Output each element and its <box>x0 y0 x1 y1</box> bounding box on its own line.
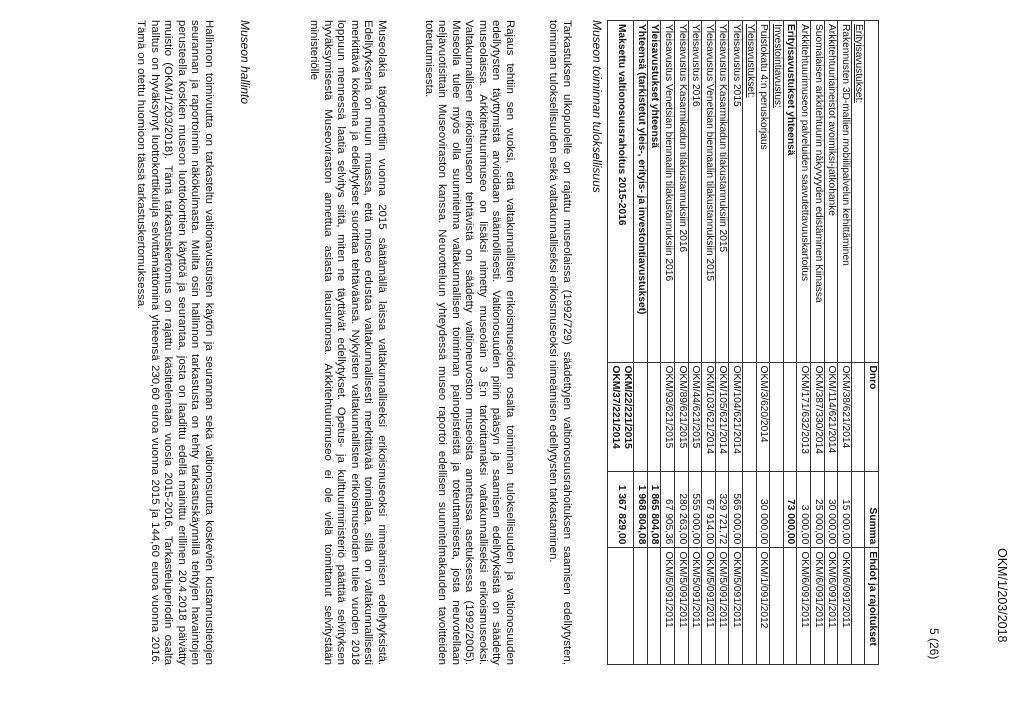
cell-summa: 67 905,36 <box>661 472 675 548</box>
cell-dnro <box>647 362 661 471</box>
table-row-grand <box>634 21 648 665</box>
cell-label: Maksettu valtionosuusrahoitus 2015-2016 <box>608 21 634 363</box>
cell-label: Yleisavustus 2016 <box>688 21 702 363</box>
table-row-subtotal <box>783 21 797 665</box>
cell-summa <box>851 472 865 548</box>
cell-label: Yleisavustus Venetsian biennaalin tilakustannuksiin 2016 <box>661 21 675 363</box>
cell-ehdot: OKM/5/091/2011 <box>715 548 729 665</box>
cell-dnro: OKM/89/621/2015 <box>675 362 689 471</box>
cell-label: Puistokatu 4:n peruskorjaus <box>756 21 770 363</box>
cell-ehdot: OKM/6/091/2011 <box>797 548 811 665</box>
cell-label: Suomalaisen arkkitehtuurin näkyvyyden edistäminen Kiinassa <box>811 21 825 363</box>
table-row-item <box>797 21 811 665</box>
cell-label: Rakennusten 3D-mallien mobiilipalvelun kehittäminen <box>838 21 852 363</box>
table-row-item <box>702 21 716 665</box>
cell-ehdot <box>783 548 797 665</box>
table-row-item <box>675 21 689 665</box>
cell-summa: 73 000,00 <box>783 472 797 548</box>
cell-dnro <box>851 362 865 471</box>
cell-ehdot: OKM/1/091/2012 <box>756 548 770 665</box>
cell-ehdot <box>770 548 784 665</box>
document-id: OKM/1/203/2018 <box>995 548 1009 643</box>
cell-ehdot: OKM/5/091/2011 <box>702 548 716 665</box>
header-cell-ehdot: Ehdot ja rajoitukset <box>865 548 879 665</box>
table-row-section <box>743 21 757 665</box>
cell-dnro: OKM/171/632/2013 <box>797 362 811 471</box>
cell-summa: 280 263,00 <box>675 472 689 548</box>
cell-dnro: OKM/103/621/2014 <box>702 362 716 471</box>
cell-label: Yleisavustus Kasarmikadun tilakustannuksiin 2016 <box>675 21 689 363</box>
table-header-row <box>865 21 879 665</box>
table-row-item <box>729 21 743 665</box>
cell-ehdot: OKM/5/091/2011 <box>675 548 689 665</box>
cell-summa: 3 000,00 <box>797 472 811 548</box>
cell-dnro: OKM/3/620/2014 <box>756 362 770 471</box>
cell-dnro <box>770 362 784 471</box>
cell-label: Yleisavustus Venetsian biennaalin tilakustannuksiin 2015 <box>702 21 716 363</box>
cell-label: Yleisavustukset yhteensä <box>647 21 661 363</box>
table-row-item <box>811 21 825 665</box>
cell-ehdot: OKM/6/091/2011 <box>811 548 825 665</box>
cell-ehdot <box>851 548 865 665</box>
cell-summa: 555 000,00 <box>688 472 702 548</box>
table-row-item <box>715 21 729 665</box>
table-row-item <box>756 21 770 665</box>
cell-ehdot <box>634 548 648 665</box>
cell-dnro: OKM/22/221/2015 OKM/37/221/2014 <box>608 362 634 471</box>
cell-dnro <box>743 362 757 471</box>
header-cell-label <box>865 21 879 363</box>
cell-dnro <box>783 362 797 471</box>
cell-ehdot <box>608 548 634 665</box>
cell-label: Arkkitehtuurimuseon palveluiden saavutettavuuskartoitus <box>797 21 811 363</box>
table-row-section <box>770 21 784 665</box>
cell-label: Yleisavustus Kasarmikadun tilakustannuksiin 2015 <box>715 21 729 363</box>
cell-summa <box>770 472 784 548</box>
cell-dnro: OKM/105/621/2014 <box>715 362 729 471</box>
cell-ehdot: OKM/5/091/2011 <box>729 548 743 665</box>
cell-ehdot: OKM/5/091/2011 <box>661 548 675 665</box>
table-row-item <box>661 21 675 665</box>
cell-dnro: OKM/104/621/2014 <box>729 362 743 471</box>
cell-summa: 1 367 829,00 <box>608 472 634 548</box>
cell-summa: 329 721,72 <box>715 472 729 548</box>
cell-label: Investointiavustus: <box>770 21 784 363</box>
cell-label: Erityisavustukset: <box>851 21 865 363</box>
grants-table-body <box>608 21 865 665</box>
paragraph-toiminnan-1: Tarkastuksen ulkopuolelle on rajattu museolaissa (1992/729) säädettyjen valtionosuusrahoituksen saamisen edellytysten, toiminnan tuloksellisuuden sekä valtakunnalliseksi erikoismuseoksi nimeämisen edellytysten tarkastaminen. <box>547 20 573 665</box>
section-heading-toiminnan: Museon toiminnan tuloksellisuus <box>590 20 604 193</box>
cell-dnro <box>634 362 648 471</box>
paragraph-hallinto-1: Hallinnon toimivuutta on tarkasteltu valtionavustusten käytön ja seurannan sekä valtionosuutta koskevien kustannustietojen seurannan ja raportoinnin näkökulmasta. Muilta osin hallinnon tarkastusta on tehty tarkastuskäynnillä tehtyjen havaintojen perusteella koskien museon luottokorttien käyttöä ja seurantaa, josta on laadittu edellä mainittu erillinen 20.4.2018 päivätty muistio (OKM/1/203/2018). Tämä tarkastuskertomus on rajattu käsittelemään vuosia 2015-2016. Tarkasteluperiodin osalta halltus on hyväksynyt luottokorttikuluja selvittämättöminä yhteensä 230,60 euroa vuonna 2015 ja 144,60 euroa vuonna 2016. Tämä on otettu huomioon tässä tarkastuskertomuksessa. <box>135 20 215 665</box>
table-row-item <box>824 21 838 665</box>
cell-label: Yleisavustus 2015 <box>729 21 743 363</box>
paragraph-toiminnan-2: Rajaus tehtiin sen vuoksi, että valtakunnallisten erikoismuseoiden osalta toiminnan tuloksellisuuden ja valtionosuuden edellytysten täyttymistä arvioidaan säännöllisesti. Valtionosuuden piirin pääsyn ja saamisen edellytyksistä on säädetty museolaissa. Arkkitehtuurimuseo on lisäksi nimetty museolain 3 §:n tarkoittamaksi valtakunnalliseksi erikoismuseoksi. Valtakunnallisen erikoismuseon tehtävistä on säädetty valtioneuvoston museoista annetussa asetuksessa (1992/2005). Museolla tulee myös olla suunnitelma valtakunnallisen toiminnan painopisteistä ja toteuttamisesta, josta neuvotellaan neljävuotisittain Museoviraston kanssa. Neuvotteluun yhteydessä museo raportoi edellisen suunnitelmakauden tavoitteiden toteutumisesta. <box>423 20 516 665</box>
cell-label: Yhteensä (tarkistetut yleis-, erityis- ja investointiavustukset) <box>634 21 648 363</box>
table-row-total <box>608 21 634 665</box>
table-row-item <box>688 21 702 665</box>
cell-summa: 1 968 804,08 <box>634 472 648 548</box>
table-row-subtotal <box>647 21 661 665</box>
cell-dnro: OKM/93/621/2015 <box>661 362 675 471</box>
page-number: 5 (26) <box>927 628 941 660</box>
cell-summa: 565 000,00 <box>729 472 743 548</box>
cell-label: Erityisavustukset yhteensä <box>783 21 797 363</box>
cell-summa: 67 914,00 <box>702 472 716 548</box>
cell-summa: 30 000,00 <box>824 472 838 548</box>
grants-table <box>607 20 879 665</box>
table-row-section <box>851 21 865 665</box>
section-heading-hallinto: Museon hallinto <box>238 20 252 105</box>
cell-ehdot: OKM/6/091/2011 <box>824 548 838 665</box>
cell-summa: 25 000,00 <box>811 472 825 548</box>
cell-ehdot: OKM/5/091/2011 <box>688 548 702 665</box>
cell-ehdot <box>743 548 757 665</box>
header-cell-summa: Summa <box>865 472 879 548</box>
table-row-item <box>838 21 852 665</box>
cell-ehdot: OKM/6/091/2011 <box>838 548 852 665</box>
header-cell-dnro: Dnro <box>865 362 879 471</box>
cell-ehdot <box>647 548 661 665</box>
cell-dnro: OKM/387/330/2014 <box>811 362 825 471</box>
cell-summa: 1 865 804,08 <box>647 472 661 548</box>
cell-summa <box>743 472 757 548</box>
paragraph-toiminnan-3: Museolakia täydennettiin vuonna 2015 säätämällä laissa valtakunnalliseksi erikoismuseoksi nimeämisen edellytyksistä. Edellytyksenä on muun muassa, että museo edustaa valtakunnallisesti merkittävää toimialaa, sillä on valtakunnallisesti merkittävä kokoelma ja edellytykset suorittaa tehtäväänsä. Nykyisten valtakunnallisten erikoismuseoiden tulee vuoden 2018 loppuun mennessä laatia selvitys siitä, miten ne täyttävät edellytykset. Opetus- ja kulttuuriministeriö päättää selvityksen hyväksymisestä Museoviraston annettua asiasta lausuntonsa. Arkkitehtuurimuseo ei ole vielä toimittanut selvitystään ministeriölle <box>308 20 388 665</box>
cell-dnro: OKM/114/621/2014 <box>824 362 838 471</box>
cell-label: Arkkitehtuuriaineistot avoimiksi-jatkohanke <box>824 21 838 363</box>
cell-dnro: OKM/44/621/2015 <box>688 362 702 471</box>
cell-summa: 15 000,00 <box>838 472 852 548</box>
cell-label: Yleisavustukset: <box>743 21 757 363</box>
cell-dnro: OKM/38/621/2014 <box>838 362 852 471</box>
cell-summa: 30 000,00 <box>756 472 770 548</box>
